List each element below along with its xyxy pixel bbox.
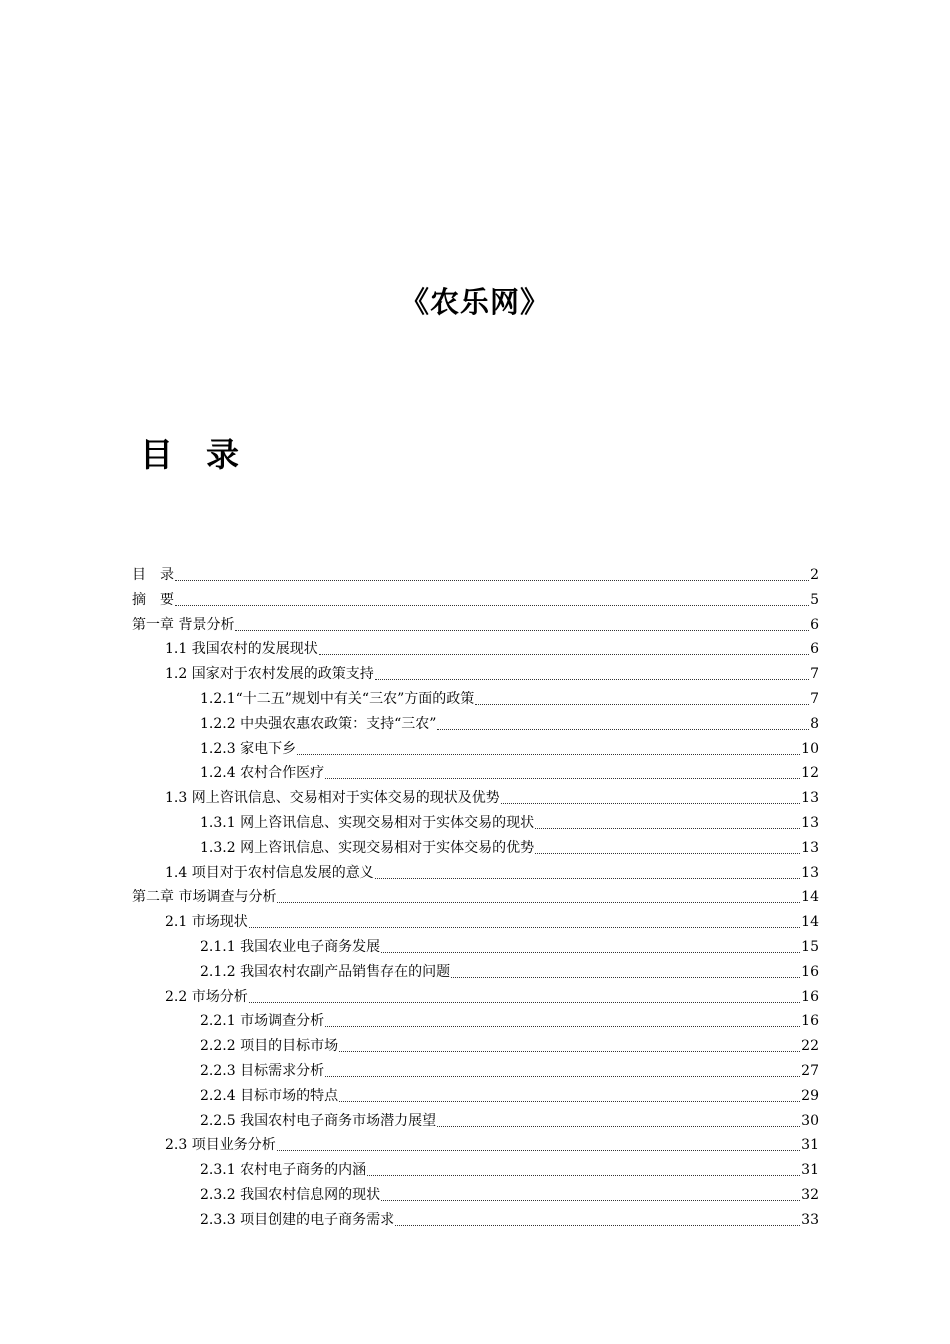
toc-dot-leader [375, 665, 809, 680]
toc-entry-page: 31 [801, 1137, 819, 1154]
toc-entry-page: 13 [801, 839, 819, 856]
toc-entry-page: 14 [801, 914, 819, 931]
toc-entry-page: 16 [801, 1013, 819, 1030]
toc-entry-title: 2.3.2 我国农村信息网的现状 [200, 1187, 381, 1203]
toc-entry[interactable] [200, 808, 819, 832]
toc-dot-leader [175, 591, 809, 606]
toc-entry-title: 2.2 市场分析 [165, 988, 248, 1005]
toc-entry-title: 1.3 网上咨讯信息、交易相对于实体交易的现状及优势 [165, 790, 500, 807]
toc-entry-page: 6 [810, 616, 819, 633]
toc-entry-page: 7 [810, 691, 819, 707]
toc-entry[interactable] [200, 957, 819, 981]
toc-entry[interactable] [200, 1205, 819, 1229]
toc-entry-page: 16 [801, 963, 819, 980]
toc-heading [140, 429, 240, 476]
toc-entry-title: 2.3 项目业务分析 [165, 1137, 276, 1154]
toc-entry-title: 1.3.2 网上咨讯信息、实现交易相对于实体交易的优势 [200, 839, 535, 856]
toc-dot-leader [375, 864, 800, 879]
toc-dot-leader [297, 740, 800, 755]
toc-entry-title: 1.3.1 网上咨讯信息、实现交易相对于实体交易的现状 [200, 815, 535, 831]
toc-dot-leader [381, 1186, 800, 1201]
toc-dot-leader [249, 988, 800, 1003]
toc-dot-leader [325, 1062, 800, 1077]
toc-dot-leader [395, 1211, 800, 1226]
toc-entry-page: 16 [801, 988, 819, 1005]
toc-entry[interactable] [165, 1130, 819, 1154]
toc-heading-char-1: 目 [140, 435, 174, 474]
toc-dot-leader [475, 690, 809, 705]
toc-entry-page: 22 [801, 1038, 819, 1055]
toc-dot-leader [325, 1012, 800, 1027]
toc-entry-page: 33 [801, 1211, 819, 1228]
toc-entry-page: 32 [801, 1187, 819, 1203]
toc-entry-title: 2.2.2 项目的目标市场 [200, 1038, 339, 1055]
toc-entry[interactable] [165, 858, 819, 882]
toc-dot-leader [501, 789, 800, 804]
toc-dot-leader [339, 1087, 800, 1102]
toc-entry[interactable] [200, 758, 819, 782]
toc-entry-title: 2.3.1 农村电子商务的内涵 [200, 1162, 367, 1179]
toc-entry[interactable] [165, 634, 819, 658]
toc-entry[interactable] [200, 1106, 819, 1130]
toc-entry[interactable] [132, 882, 819, 906]
toc-entry-title: 摘 要 [132, 591, 174, 608]
toc-entry-page: 13 [801, 790, 819, 807]
toc-entry-title: 2.2.3 目标需求分析 [200, 1063, 325, 1079]
toc-entry-page: 12 [801, 765, 819, 782]
toc-dot-leader [325, 764, 800, 779]
toc-entry-title: 1.4 项目对于农村信息发展的意义 [165, 864, 374, 881]
toc-dot-leader [175, 566, 809, 581]
toc-entry[interactable] [132, 610, 819, 634]
toc-entry[interactable] [200, 932, 819, 956]
toc-entry-title: 1.2.2 中央强农惠农政策：支持“三农” [200, 715, 437, 732]
toc-entry-title: 2.1 市场现状 [165, 914, 248, 931]
toc-entry[interactable] [200, 1155, 819, 1179]
toc-entry[interactable] [200, 1056, 819, 1080]
toc-dot-leader [277, 888, 800, 903]
toc-entry-title: 第二章 市场调查与分析 [132, 889, 277, 906]
toc-entry[interactable] [165, 783, 819, 807]
toc-entry[interactable] [132, 585, 819, 609]
toc-entry-title: 2.2.4 目标市场的特点 [200, 1087, 339, 1104]
toc-entry[interactable] [200, 684, 819, 708]
toc-entry[interactable] [132, 560, 819, 584]
toc-entry-page: 29 [801, 1087, 819, 1104]
toc-dot-leader [249, 913, 800, 928]
toc-entry[interactable] [200, 709, 819, 733]
toc-dot-leader [235, 616, 809, 631]
toc-entry-page: 31 [801, 1162, 819, 1179]
toc-entry-page: 2 [810, 567, 819, 583]
toc-entry[interactable] [200, 1031, 819, 1055]
toc-entry-page: 13 [801, 864, 819, 881]
toc-entry-page: 10 [801, 740, 819, 757]
toc-entry[interactable] [200, 1180, 819, 1204]
toc-dot-leader [367, 1161, 800, 1176]
toc-entry-title: 1.1 我国农村的发展现状 [165, 641, 318, 658]
toc-entry-page: 30 [801, 1112, 819, 1129]
toc-dot-leader [437, 715, 809, 730]
toc-dot-leader [451, 963, 800, 978]
toc-entry-page: 5 [810, 591, 819, 608]
toc-entry[interactable] [200, 734, 819, 758]
toc-entry-title: 第一章 背景分析 [132, 616, 235, 633]
toc-entry-page: 8 [810, 715, 819, 732]
toc-entry[interactable] [165, 907, 819, 931]
toc-dot-leader [535, 839, 800, 854]
toc-dot-leader [437, 1112, 800, 1127]
toc-dot-leader [381, 938, 800, 953]
toc-entry-title: 1.2.4 农村合作医疗 [200, 765, 325, 782]
toc-entry[interactable] [165, 982, 819, 1006]
toc-dot-leader [277, 1136, 800, 1151]
toc-entry-page: 15 [801, 939, 819, 955]
toc-heading-char-2: 录 [206, 435, 240, 474]
toc-entry-title: 2.3.3 项目创建的电子商务需求 [200, 1211, 395, 1228]
toc-entry-title: 1.2 国家对于农村发展的政策支持 [165, 666, 374, 683]
toc-entry-page: 7 [810, 666, 819, 683]
toc-entry-title: 2.2.1 市场调查分析 [200, 1013, 325, 1030]
toc-dot-leader [535, 814, 800, 829]
toc-entry-page: 6 [810, 641, 819, 658]
document-title: 《农乐网》 [399, 285, 550, 319]
toc-entry[interactable] [200, 1081, 819, 1105]
toc-entry[interactable] [200, 1006, 819, 1030]
toc-entry-page: 14 [801, 889, 819, 906]
toc-entry[interactable] [200, 833, 819, 857]
toc-dot-leader [339, 1037, 800, 1052]
toc-entry-title: 2.1.2 我国农村农副产品销售存在的问题 [200, 963, 451, 980]
toc-entry[interactable] [165, 659, 819, 683]
toc-entry-title: 2.1.1 我国农业电子商务发展 [200, 939, 381, 955]
toc-entry-page: 13 [801, 815, 819, 831]
toc-dot-leader [319, 640, 809, 655]
toc-entry-title: 目 录 [132, 567, 174, 583]
toc-entry-title: 2.2.5 我国农村电子商务市场潜力展望 [200, 1112, 437, 1129]
toc-entry-title: 1.2.1“十二五”规划中有关“三农”方面的政策 [200, 691, 475, 707]
toc-entry-page: 27 [801, 1063, 819, 1079]
toc-entry-title: 1.2.3 家电下乡 [200, 740, 297, 757]
